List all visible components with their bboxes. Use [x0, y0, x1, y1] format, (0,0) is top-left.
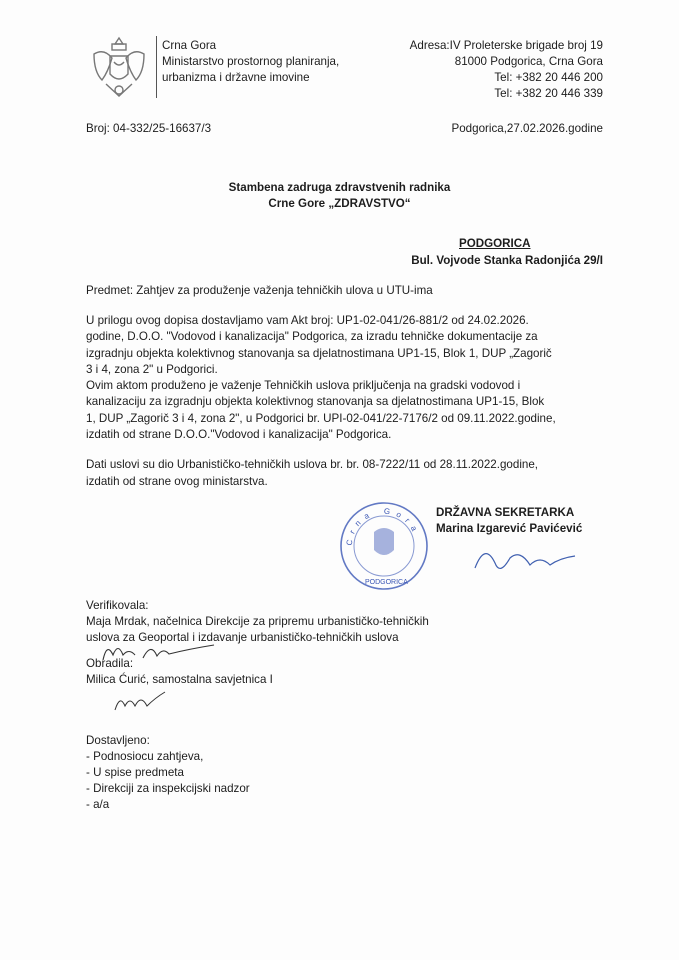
prepared-line: Milica Ćurić, samostalna savjetnica I	[86, 673, 273, 686]
preparer-signature	[112, 690, 172, 714]
signatory-block	[436, 505, 582, 537]
subject-line: Predmet: Zahtjev za produženje važenja tehničkih ulova u UTU-ima	[86, 284, 433, 297]
delivered-item: - Direkciji za inspekcijski nadzor	[86, 782, 250, 795]
body-line: 3 i 4, zona 2" u Podgorici.	[86, 362, 218, 376]
delivered-label: Dostavljeno:	[86, 734, 150, 747]
verified-line: uslova za Geoportal i izdavanje urbanističko-tehničkih uslova	[86, 631, 399, 644]
ministry-line: urbanizma i državne imovine	[162, 71, 310, 84]
body-line: izdatih od strane D.O.O."Vodovod i kanalizacija" Podgorica.	[86, 428, 392, 442]
stamp-text-bottom: PODGORICA	[365, 579, 408, 586]
official-stamp	[338, 500, 430, 592]
verified-line: Maja Mrdak, načelnica Direkcije za pripremu urbanističko-tehničkih	[86, 615, 429, 628]
country-name: Crna Gora	[162, 39, 217, 52]
recipient-line: Crne Gore „ZDRAVSTVO“	[268, 197, 411, 210]
recipient-line: Stambena zadruga zdravstvenih radnika	[228, 181, 451, 194]
body-line: izgradnju objekta kolektivnog stanovanja sa djelatnostimana UP1-15, Blok 1, DUP „Zagorič	[86, 346, 552, 360]
coat-of-arms-logo	[88, 34, 150, 100]
delivered-item: - U spise predmeta	[86, 766, 184, 779]
signatory-signature	[470, 540, 580, 580]
reference-number: Broj: 04-332/25-16637/3	[86, 122, 212, 135]
body-line: U prilogu ovog dopisa dostavljamo vam Akt broj: UP1-02-041/26-881/2 od 24.02.2026.	[86, 314, 529, 327]
letter-body	[86, 313, 626, 490]
body-paragraph-1	[86, 313, 626, 378]
ministry-line: Ministarstvo prostornog planiranja,	[162, 55, 340, 68]
address-line: Adresa:IV Proleterske brigade broj 19	[409, 39, 603, 52]
body-line: Ovim aktom produženo je važenje Tehničkih uslova priključenja na gradski vodovod i	[86, 379, 521, 393]
signatory-name: Marina Izgarević Pavićević	[436, 522, 583, 535]
prepared-block	[86, 656, 273, 688]
prepared-label: Obradila:	[86, 657, 134, 670]
body-line: 1, DUP „Zagorič 3 i 4, zona 2", u Podgorici br. UPI-02-041/22-7176/2 od 09.11.2022.godine,	[86, 411, 556, 425]
phone-line: Tel: +382 20 446 339	[494, 87, 603, 100]
body-line: kanalizaciju za izgradnju objekta kolektivnog stanovanja sa djelatnostimana UP1-15, Blok	[86, 395, 545, 409]
phone-line: Tel: +382 20 446 200	[494, 71, 603, 84]
body-line: Dati uslovi su dio Urbanističko-tehničkih uslova br. br. 08-7222/11 od 28.11.2022.godine,	[86, 458, 539, 472]
verified-label: Verifikovala:	[86, 599, 149, 612]
recipient-city: PODGORICA	[459, 237, 531, 250]
body-paragraph-3	[86, 457, 626, 490]
ministry-name	[162, 38, 339, 86]
address-line: 81000 Podgorica, Crna Gora	[454, 55, 603, 68]
delivered-item: - a/a	[86, 798, 110, 811]
ministry-address	[410, 38, 603, 102]
recipient-name	[0, 180, 679, 212]
recipient-address: Bul. Vojvode Stanka Radonjića 29/I	[411, 254, 603, 267]
body-paragraph-2	[86, 378, 626, 443]
body-line: izdatih od strane ovog ministarstva.	[86, 474, 268, 488]
delivered-block	[86, 733, 250, 813]
body-line: godine, D.O.O. "Vodovod i kanalizacija" Podgorica, za izradu tehničke dokumentacije za	[86, 330, 538, 344]
header-divider	[156, 36, 157, 98]
document-date: Podgorica,27.02.2026.godine	[451, 122, 603, 135]
delivered-item: - Podnosiocu zahtjeva,	[86, 750, 204, 763]
stamp-text-top: Crna Gora	[344, 506, 422, 547]
signatory-title: DRŽAVNA SEKRETARKA	[436, 506, 575, 519]
